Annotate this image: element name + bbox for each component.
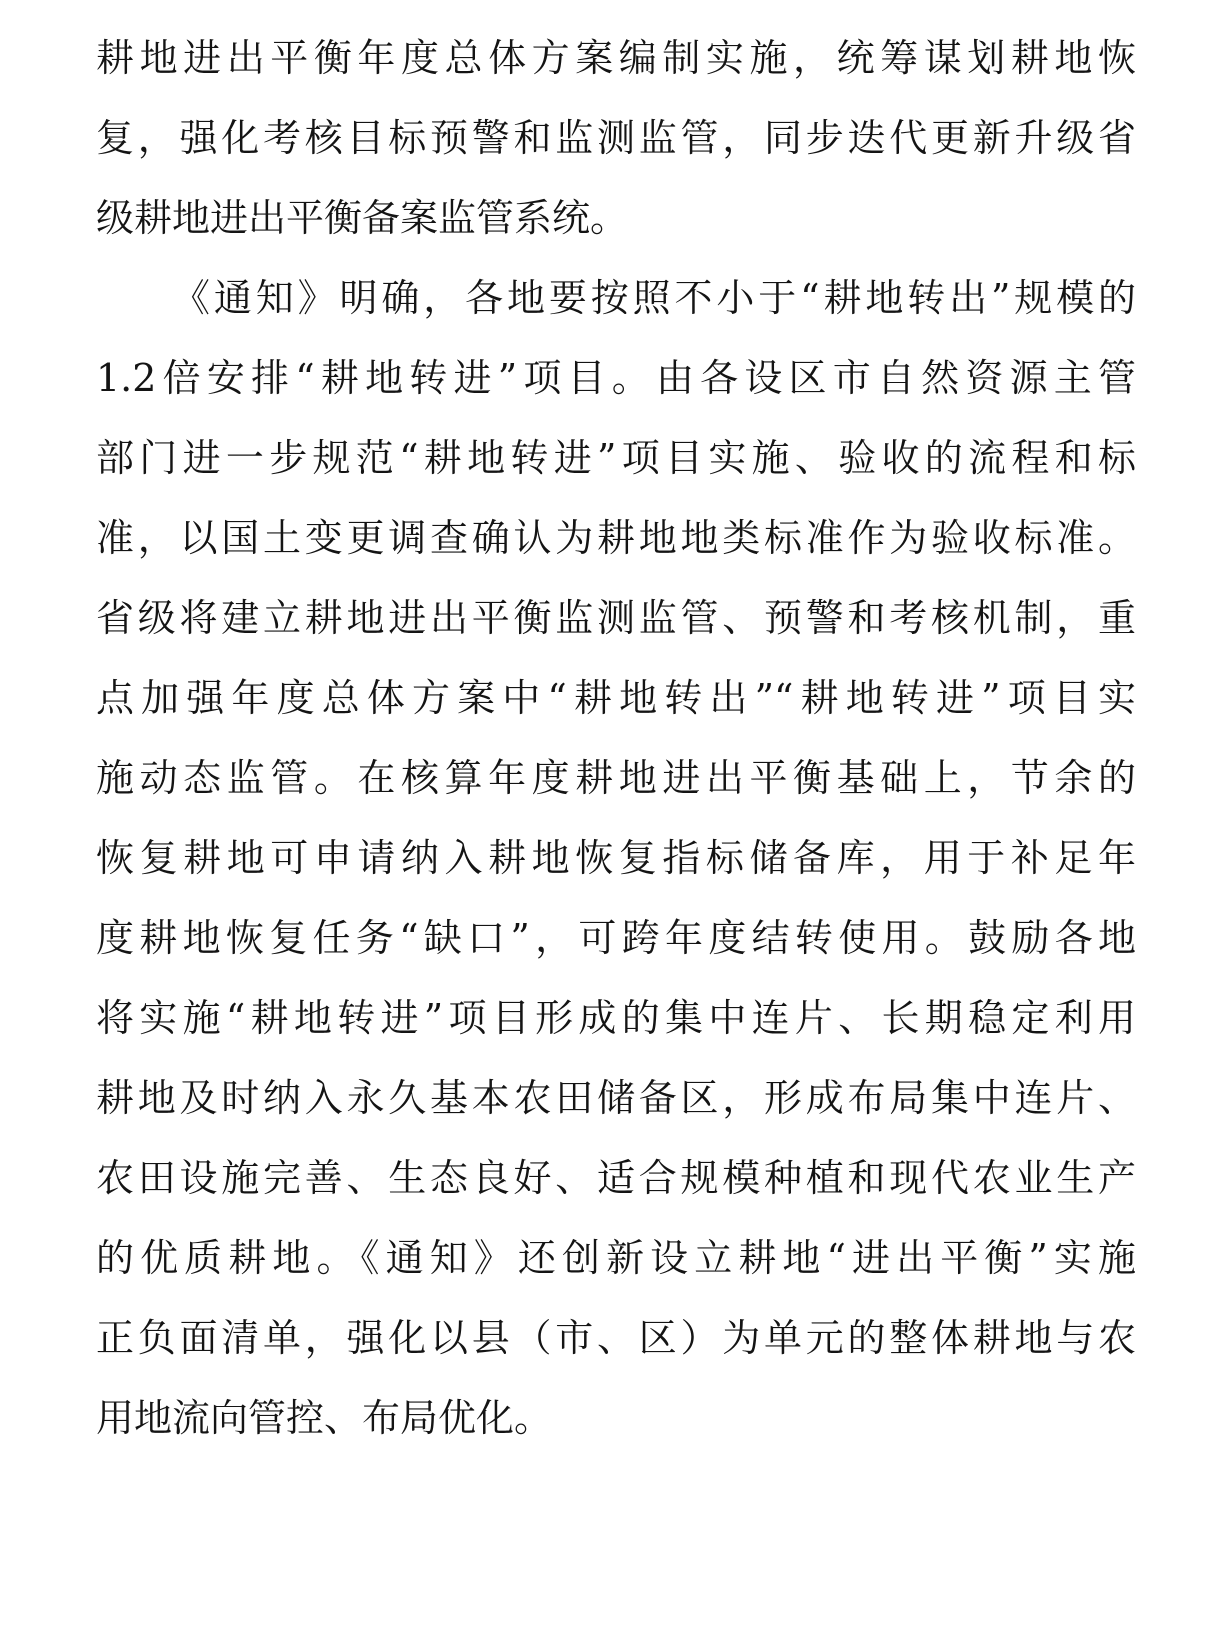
text-line: 1.2倍安排“耕地转进”项目。由各设区市自然资源主管 — [96, 356, 1136, 400]
text-line: 耕地及时纳入永久基本农田储备区，形成布局集中连片、 — [96, 1076, 1136, 1120]
text-line: 用地流向管控、布局优化。 — [96, 1396, 553, 1440]
text-line: 恢复耕地可申请纳入耕地恢复指标储备库，用于补足年 — [96, 836, 1136, 880]
text-line: 部门进一步规范“耕地转进”项目实施、验收的流程和标 — [96, 436, 1136, 480]
text-line: 准，以国土变更调查确认为耕地地类标准作为验收标准。 — [96, 516, 1136, 560]
text-line: 耕地进出平衡年度总体方案编制实施，统筹谋划耕地恢 — [96, 36, 1136, 80]
text-line: 度耕地恢复任务“缺口”，可跨年度结转使用。鼓励各地 — [96, 916, 1136, 960]
text-line: 省级将建立耕地进出平衡监测监管、预警和考核机制，重 — [96, 596, 1136, 640]
paragraph-first-line: 《通知》明确，各地要按照不小于“耕地转出”规模的 — [172, 276, 1136, 320]
text-line: 农田设施完善、生态良好、适合规模种植和现代农业生产 — [96, 1156, 1136, 1200]
text-line: 的优质耕地。《通知》还创新设立耕地“进出平衡”实施 — [96, 1236, 1136, 1280]
text-line: 复，强化考核目标预警和监测监管，同步迭代更新升级省 — [96, 116, 1136, 160]
text-line: 正负面清单，强化以县（市、区）为单元的整体耕地与农 — [96, 1316, 1136, 1360]
body-text — [96, 18, 1136, 1458]
text-line: 将实施“耕地转进”项目形成的集中连片、长期稳定利用 — [96, 996, 1136, 1040]
text-line: 级耕地进出平衡备案监管系统。 — [96, 196, 629, 240]
text-line: 施动态监管。在核算年度耕地进出平衡基础上，节余的 — [96, 756, 1136, 800]
text-line: 点加强年度总体方案中“耕地转出”“耕地转进”项目实 — [96, 676, 1136, 720]
